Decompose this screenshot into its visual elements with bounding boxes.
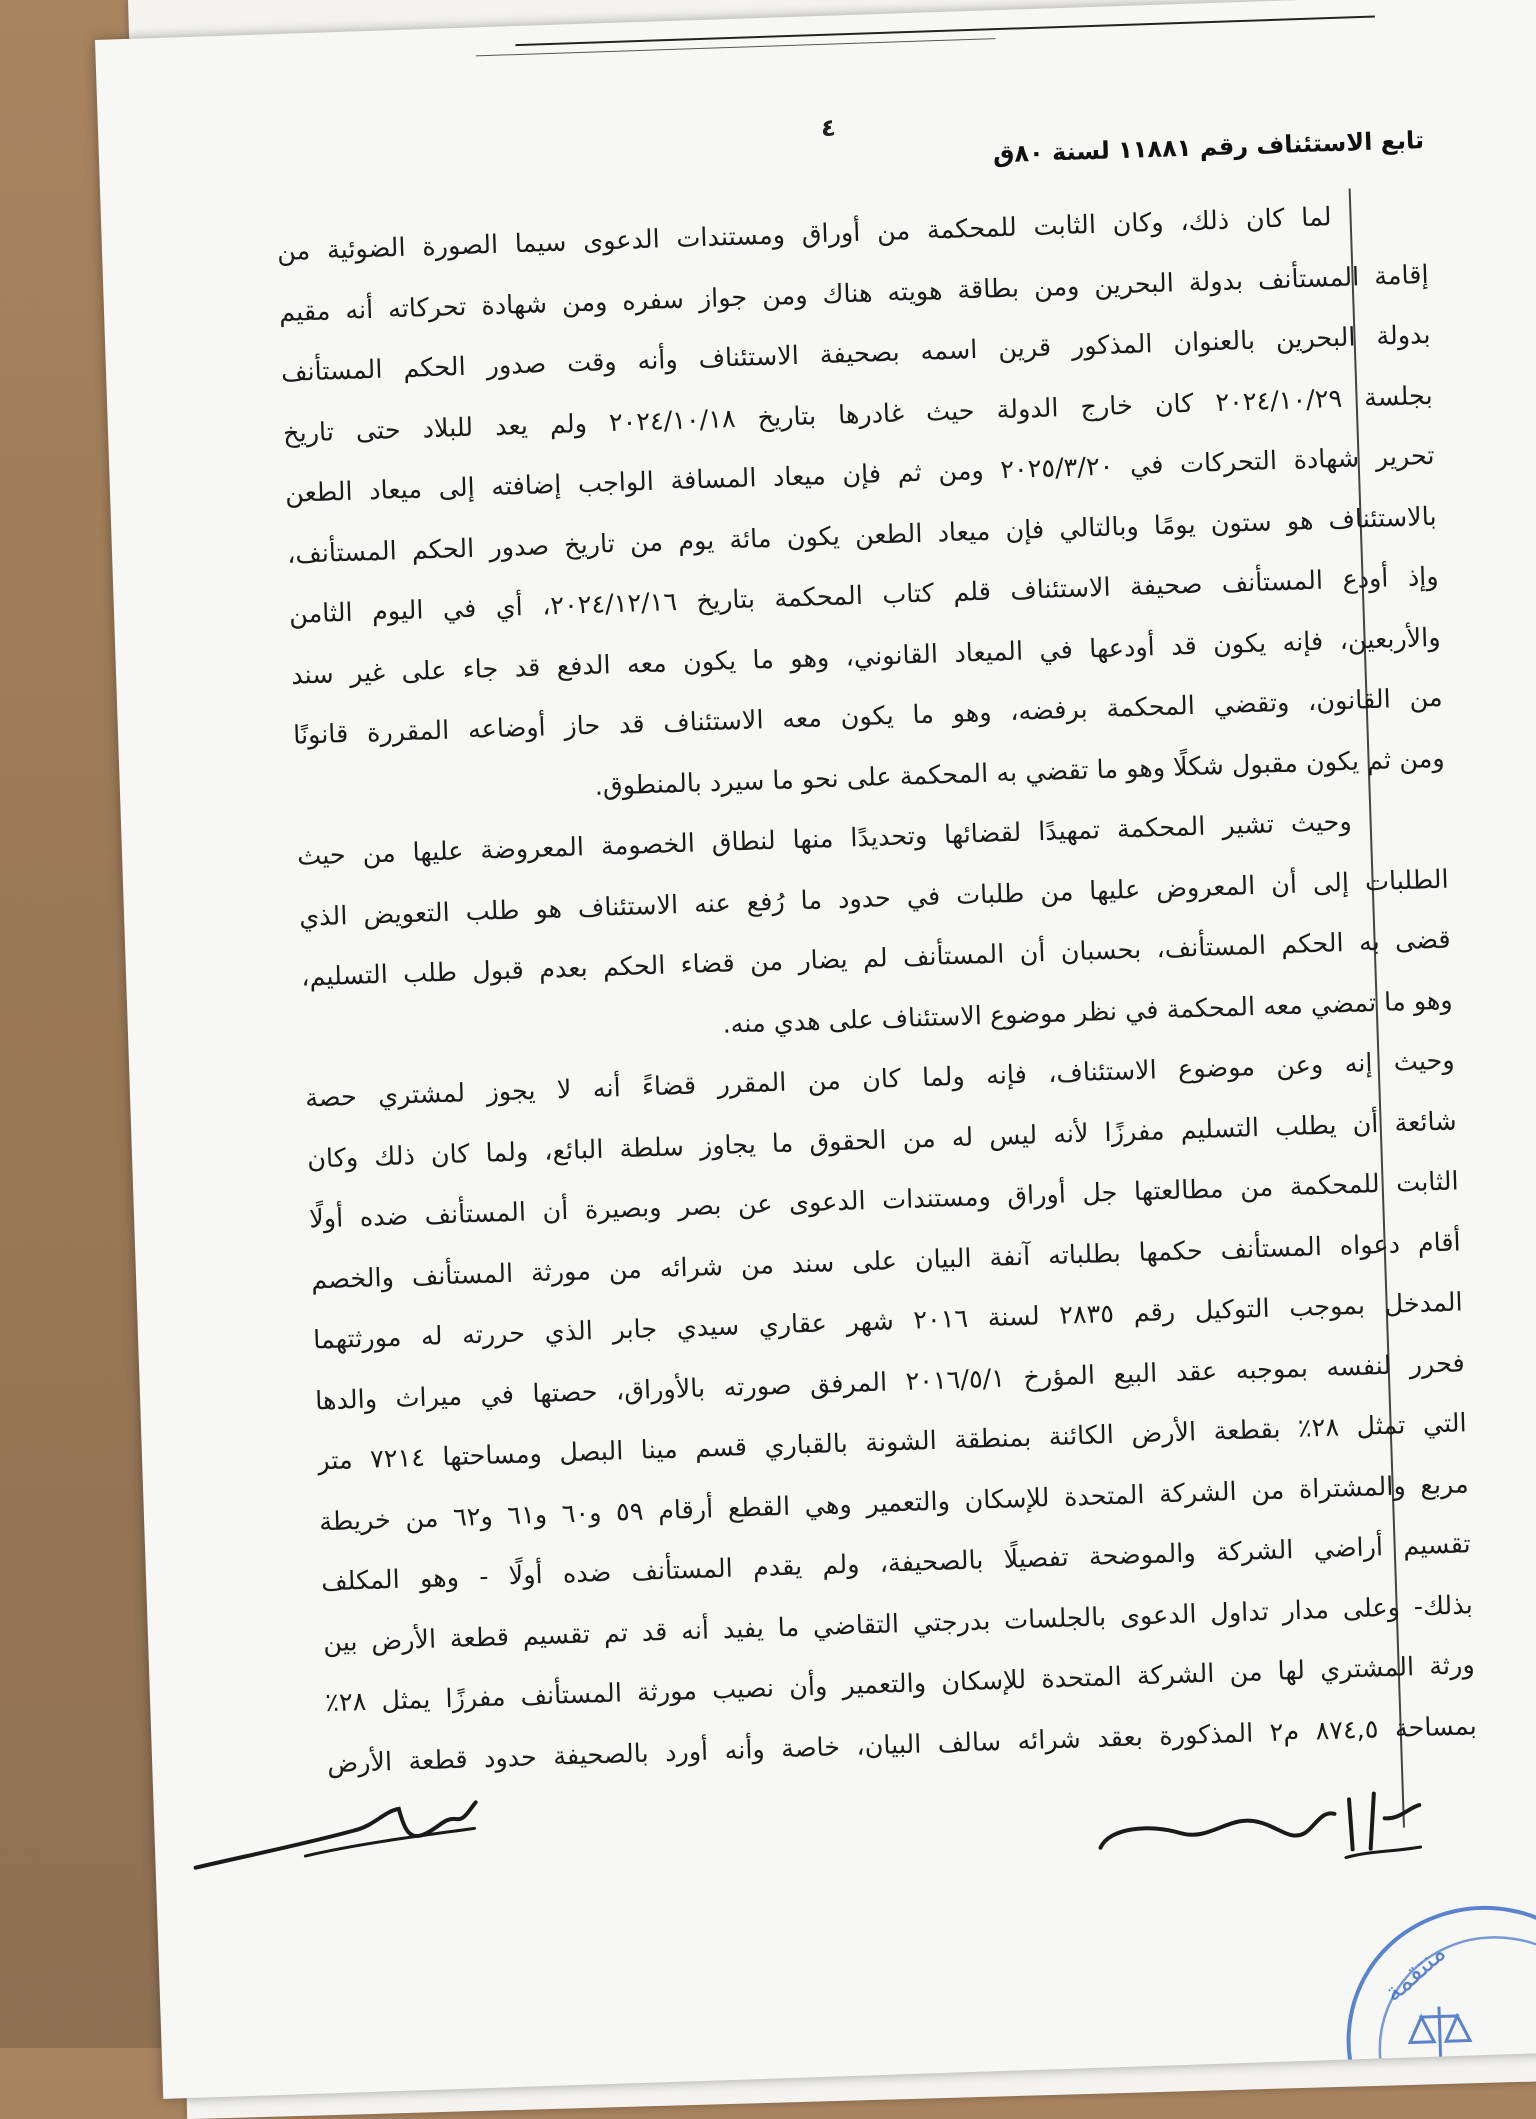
signature-scribble-icon <box>183 1788 486 1888</box>
text-line: مربع والمشتراة من الشركة المتحدة للإسكان والتعمير وهي القطع أرقام ٥٩ و٦٠ و٦١ و٦٢ من خريطة <box>318 1468 1470 1537</box>
text-line: وحيث تشير المحكمة تمهيدًا لقضائها وتحديدًا منها لنطاق الخصومة المعروضة عليها من حيث <box>296 806 1353 872</box>
text-line: وحيث إنه وعن موضوع الاستئناف، فإنه ولما كان من المقرر قضاءً أنه لا يجوز لمشتري حصة <box>304 1045 1456 1114</box>
signature-scribble-icon <box>1089 1777 1432 1888</box>
case-header: تابع الاستئناف رقم ١١٨٨١ لسنة ٨٠ق <box>992 125 1425 169</box>
text-line: تحرير شهادة التحركات في ٢٠٢٥/٣/٢٠ ومن ثم فإن ميعاد المسافة الواجب إضافته إلى ميعاد الطعن <box>284 440 1436 509</box>
scales-stamp-icon <box>1305 1883 1536 2071</box>
signature-left <box>183 1788 486 1892</box>
text-line: التي تمثل ٢٨٪ بقطعة الأرض الكائنة بمنطقة الشونة بالقباري قسم مينا البصل ومساحتها ٧٢١٤ متر <box>316 1408 1468 1477</box>
text-line: والأربعين، فإنه يكون قد أودعها في الميعاد القانوني، وهو ما يكون معه الدفع قد جاء على غير سند <box>290 622 1442 691</box>
top-rule <box>476 38 996 56</box>
page-number: ٤ <box>820 113 837 142</box>
text-line: فحرر لنفسه بموجبه عقد البيع المؤرخ ٢٠١٦/٥/١ المرفق صورته بالأوراق، حصتها في ميراث والدها <box>314 1347 1466 1416</box>
text-line: ورثة المشتري لها من الشركة المتحدة للإسكان والتعمير وأن نصيب مورثة المستأنف مفرزًا يمثل ٢٨٪ <box>324 1650 1476 1719</box>
text-line: تقسيم أراضي الشركة والموضحة تفصيلًا بالصحيفة، ولم يقدم المستأنف ضده أولًا - وهو المكلف <box>320 1529 1472 1598</box>
official-stamp <box>1305 1883 1536 2075</box>
text-line: بذلك- وعلى مدار تداول الدعوى بالجلسات بدرجتي التقاضي ما يفيد أنه قد تم تقسيم قطعة الأرض بين <box>322 1589 1474 1658</box>
text-line: المدخل بموجب التوكيل رقم ٢٨٣٥ لسنة ٢٠١٦ شهر عقاري سيدي جابر الذي حررته له مورثتهما <box>312 1287 1464 1356</box>
text-line: الطلبات إلى أن المعروض عليها من طلبات في حدود ما رُفع عنه الاستئناف هو طلب التعويض الذي <box>298 864 1450 933</box>
text-line: إقامة المستأنف بدولة البحرين ومن بطاقة هويته هناك ومن جواز سفره ومن شهادة تحركاته أنه مقيم <box>278 259 1430 328</box>
svg-text:منتقمة: منتقمة <box>1378 1937 1452 2009</box>
text-line: شائعة أن يطلب التسليم مفرزًا لأنه ليس له من الحقوق ما يجاوز سلطة البائع، ولما كان ذلك وكان <box>306 1105 1458 1175</box>
text-line: الثابت للمحكمة من مطالعتها جل أوراق ومستندات الدعوى عن بصر وبصيرة أن المستأنف ضده أولًا <box>308 1166 1460 1235</box>
text-line: من القانون، وتقضي المحكمة برفضه، وهو ما يكون معه الاستئناف قد حاز أوضاعه المقررة قانونًا <box>292 682 1444 751</box>
text-line: بدولة البحرين بالعنوان المذكور قرين اسمه بصحيفة الاستئناف وأنه وقت صدور الحكم المستأنف <box>280 319 1432 389</box>
text-line: بمساحة ٨٧٤,٥ م٢ المذكورة بعقد شرائه سالف البيان، خاصة وأنه أورد بالصحيفة حدود قطعة الأرض <box>326 1710 1478 1779</box>
text-line: ومن ثم يكون مقبول شكلًا وهو ما تقضي به المحكمة على نحو ما سيرد بالمنطوق. <box>594 743 1446 802</box>
text-line: بجلسة ٢٠٢٤/١٠/٢٩ كان خارج الدولة حيث غادرها بتاريخ ٢٠٢٤/١٠/١٨ ولم يعد للبلاد حتى تاريخ <box>282 380 1434 449</box>
signature-right <box>1089 1777 1432 1892</box>
judgment-body <box>276 184 1478 1794</box>
text-line: وهو ما تمضي معه المحكمة في نظر موضوع الاستئناف على هدي منه. <box>722 985 1454 1040</box>
document-page <box>95 0 1536 2099</box>
text-line: بالاستئناف هو ستون يومًا وبالتالي فإن ميعاد الطعن يكون مائة يوم من تاريخ صدور الحكم المستأنف، <box>286 501 1438 570</box>
text-line: وإذ أودع المستأنف صحيفة الاستئناف قلم كتاب المحكمة بتاريخ ٢٠٢٤/١٢/١٦، أي في اليوم الثامن <box>288 561 1440 630</box>
text-line: قضى به الحكم المستأنف، بحسبان أن المستأنف لم يضار من قضاء الحكم بعدم قبول طلب التسليم، <box>300 924 1452 993</box>
text-line: لما كان ذلك، وكان الثابت للمحكمة من أوراق ومستندات الدعوى سيما الصورة الضوئية من <box>276 202 1333 268</box>
text-line: أقام دعواه المستأنف حكمها بطلباته آنفة البيان على سند من شرائه من مورثة المستأنف والخصم <box>310 1226 1462 1296</box>
